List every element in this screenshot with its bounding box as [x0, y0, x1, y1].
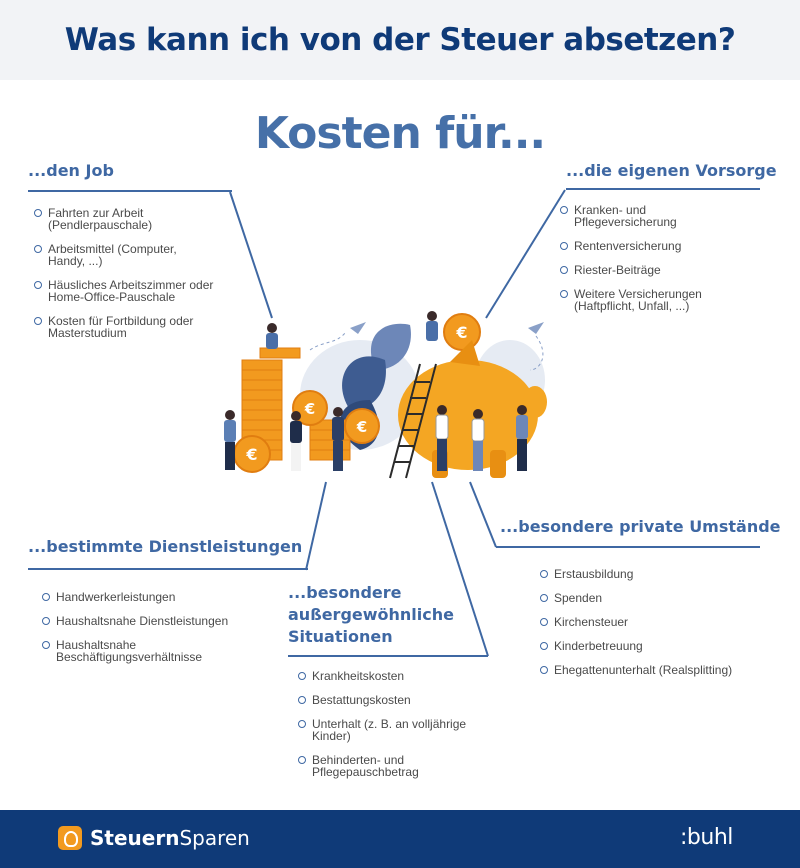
- list-job: [34, 207, 214, 351]
- list-item: Fahrten zur Arbeit (Pendlerpauschale): [34, 207, 214, 231]
- section-title-vorsorge: ...die eigenen Vorsorge: [566, 161, 777, 180]
- list-item: Bestattungskosten: [298, 694, 478, 706]
- section-divider-umstaende: [496, 546, 760, 548]
- list-item: Häusliches Arbeitszimmer oder Home-Office-Pauschale: [34, 279, 214, 303]
- list-item: Spenden: [540, 592, 750, 604]
- list-item: Kosten für Fortbildung oder Masterstudium: [34, 315, 214, 339]
- section-title-line: Situationen: [288, 627, 393, 646]
- list-item: Kranken- und Pflegeversicherung: [560, 204, 730, 228]
- section-title-situationen: [288, 582, 454, 648]
- footer-band: [0, 810, 800, 868]
- svg-text:€: €: [246, 445, 258, 464]
- list-item: Krankheitskosten: [298, 670, 478, 682]
- section-title-dienstleistungen: ...bestimmte Dienstleistungen: [28, 537, 303, 556]
- list-item: Kinderbetreuung: [540, 640, 750, 652]
- page-title: Was kann ich von der Steuer absetzen?: [64, 22, 736, 58]
- list-item: Ehegattenunterhalt (Realsplitting): [540, 664, 750, 676]
- list-dienstleistungen: [42, 591, 242, 675]
- svg-text:€: €: [456, 323, 468, 342]
- list-item: Handwerkerleistungen: [42, 591, 242, 603]
- section-divider-dienstleistungen: [28, 568, 308, 570]
- list-item: Haushaltsnahe Dienstleistungen: [42, 615, 242, 627]
- list-item: Rentenversicherung: [560, 240, 730, 252]
- logo-text-regular: Sparen: [179, 826, 250, 850]
- section-divider-job: [28, 190, 232, 192]
- svg-text:€: €: [304, 400, 316, 418]
- list-situationen: [298, 670, 478, 790]
- list-item: Unterhalt (z. B. an volljährige Kinder): [298, 718, 478, 742]
- list-vorsorge: [560, 204, 730, 324]
- list-item: Weitere Versicherungen (Haftpflicht, Unfall, ...): [560, 288, 730, 312]
- subtitle: Kosten für...: [254, 108, 546, 159]
- steuernsparen-logo[interactable]: [58, 826, 250, 850]
- list-item: Erstausbildung: [540, 568, 750, 580]
- buhl-logo[interactable]: :buhl: [680, 825, 733, 850]
- section-title-job: ...den Job: [28, 161, 114, 180]
- section-title-line: außergewöhnliche: [288, 605, 454, 624]
- list-item: Behinderten- und Pflegepauschbetrag: [298, 754, 478, 778]
- logo-text: [90, 826, 250, 850]
- section-title-umstaende: ...besondere private Umstände: [500, 517, 781, 536]
- list-item: Riester-Beiträge: [560, 264, 730, 276]
- logo-icon: [58, 826, 82, 850]
- savings-illustration: [210, 300, 560, 485]
- logo-text-bold: Steuern: [90, 826, 180, 850]
- list-umstaende: [540, 568, 750, 688]
- list-item: Kirchensteuer: [540, 616, 750, 628]
- list-item: Haushaltsnahe Beschäftigungsverhältnisse: [42, 639, 242, 663]
- list-item: Arbeitsmittel (Computer, Handy, ...): [34, 243, 214, 267]
- section-divider-vorsorge: [566, 188, 760, 190]
- section-title-line: ...besondere: [288, 583, 402, 602]
- svg-text:€: €: [356, 418, 368, 436]
- section-divider-situationen: [288, 655, 488, 657]
